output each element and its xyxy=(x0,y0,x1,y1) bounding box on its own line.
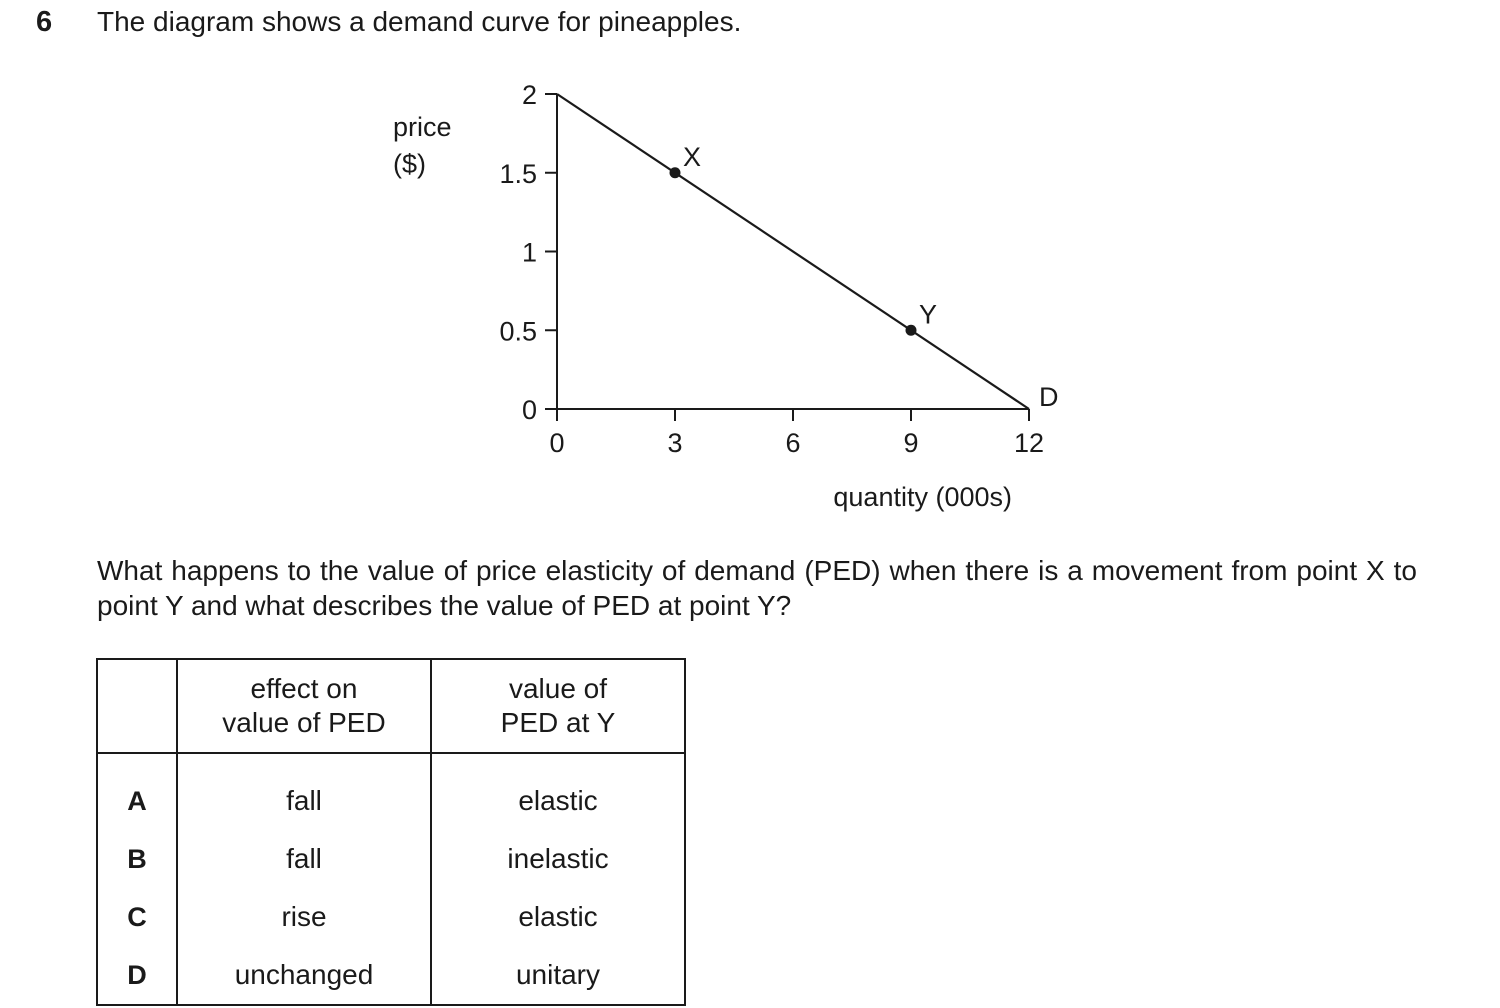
header-effect-line1: effect on xyxy=(250,673,358,704)
header-effect-line2: value of PED xyxy=(222,707,386,738)
option-row-d xyxy=(97,946,685,1005)
x-tick-label-1: 3 xyxy=(667,428,683,458)
y-tick-label-1: 0.5 xyxy=(499,316,537,347)
option-value: unitary xyxy=(431,946,685,1005)
y-axis-label-line2: ($) xyxy=(393,149,426,179)
header-value-ped-at-y xyxy=(431,659,685,753)
table-header-row xyxy=(97,659,685,753)
demand-curve-line xyxy=(557,94,1029,409)
point-x-label: X xyxy=(683,141,702,172)
option-effect: fall xyxy=(177,753,431,830)
option-letter: C xyxy=(97,888,177,946)
x-tick-label-3: 9 xyxy=(903,428,919,458)
option-effect: fall xyxy=(177,830,431,888)
header-blank xyxy=(97,659,177,753)
option-value: inelastic xyxy=(431,830,685,888)
header-value-line2: PED at Y xyxy=(500,707,616,738)
answer-options-table xyxy=(96,658,686,1006)
demand-curve-label: D xyxy=(1039,382,1059,412)
option-letter: A xyxy=(97,753,177,830)
option-letter: D xyxy=(97,946,177,1005)
question-number: 6 xyxy=(36,6,53,38)
question-prompt: What happens to the value of price elasticity of demand (PED) when there is a movement from point X to point Y and what describes the value of PED at point Y? xyxy=(97,555,1417,621)
option-value: elastic xyxy=(431,888,685,946)
option-value: elastic xyxy=(431,753,685,830)
x-tick-label-0: 0 xyxy=(549,428,565,458)
y-axis-label-line1: price xyxy=(393,112,452,142)
option-row-c xyxy=(97,888,685,946)
point-x-marker xyxy=(670,167,681,178)
y-tick-label-0: 0 xyxy=(521,395,537,425)
y-tick-label-4: 2 xyxy=(521,80,537,110)
option-effect: rise xyxy=(177,888,431,946)
option-effect: unchanged xyxy=(177,946,431,1005)
question-stem: The diagram shows a demand curve for pineapples. xyxy=(97,6,742,37)
y-tick-label-2: 1 xyxy=(521,237,537,268)
x-axis-label: quantity (000s) xyxy=(833,482,1012,512)
y-tick-label-3: 1.5 xyxy=(499,158,537,189)
option-row-a xyxy=(97,753,685,830)
point-y-label: Y xyxy=(919,299,938,330)
header-effect-on-ped xyxy=(177,659,431,753)
option-row-b xyxy=(97,830,685,888)
header-value-line1: value of xyxy=(508,673,608,704)
option-letter: B xyxy=(97,830,177,888)
point-y-marker xyxy=(906,325,917,336)
x-tick-label-2: 6 xyxy=(785,428,801,458)
x-tick-label-4: 12 xyxy=(1013,428,1045,458)
